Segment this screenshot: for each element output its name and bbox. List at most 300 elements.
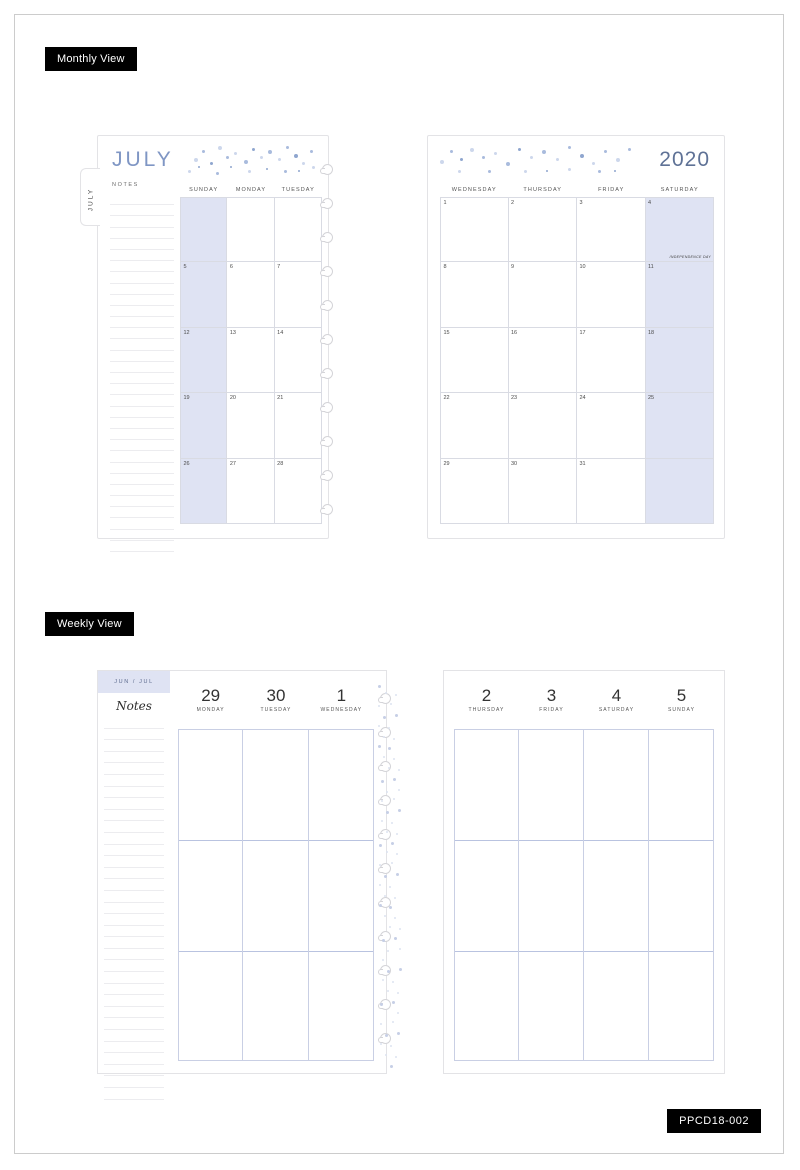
note-line[interactable] — [104, 984, 164, 996]
calendar-day-number: 20 — [229, 395, 236, 402]
confetti-dot — [524, 170, 527, 173]
calendar-day-cell[interactable] — [275, 262, 322, 327]
weekly-day-name: WEDNESDAY — [320, 707, 363, 713]
note-line[interactable] — [110, 239, 174, 250]
holiday-label: INDEPENDENCE DAY — [669, 255, 711, 260]
note-line[interactable] — [104, 960, 164, 972]
calendar-day-number: 3 — [579, 200, 583, 206]
note-line[interactable] — [104, 763, 164, 775]
binding-disc — [322, 402, 333, 413]
calendar-day-cell[interactable] — [440, 393, 509, 458]
calendar-day-cell[interactable] — [577, 328, 646, 393]
weekly-section-divider — [455, 840, 518, 841]
calendar-day-cell[interactable] — [577, 393, 646, 458]
decorative-dot — [381, 800, 383, 802]
decorative-dot — [381, 780, 384, 783]
calendar-day-number: 30 — [511, 460, 518, 467]
notes-lines[interactable] — [106, 194, 178, 552]
decorative-dot — [390, 1045, 392, 1047]
decorative-dot — [389, 906, 392, 909]
calendar-day-number: 24 — [579, 395, 586, 402]
confetti-dot — [194, 158, 198, 162]
confetti-dot — [278, 158, 281, 161]
calendar-day-number: 5 — [183, 264, 187, 271]
note-line[interactable] — [104, 868, 164, 880]
note-line[interactable] — [104, 949, 164, 961]
calendar-day-cell[interactable] — [577, 459, 646, 524]
weekly-section-divider — [179, 840, 242, 841]
calendar-day-number: 29 — [443, 460, 450, 467]
note-line[interactable] — [110, 261, 174, 272]
product-code-label: PPCD18-002 — [667, 1109, 761, 1133]
weekly-day-column — [309, 685, 374, 1061]
weekly-notes-column — [98, 671, 170, 1073]
day-of-week-header: SATURDAY — [660, 187, 699, 193]
calendar-day-number: 6 — [229, 264, 233, 271]
weekly-day-writing-area[interactable] — [454, 729, 519, 1061]
note-line[interactable] — [110, 530, 174, 541]
decorative-dot — [398, 809, 401, 812]
decorative-dot — [393, 778, 396, 781]
decorative-dot — [383, 716, 386, 719]
note-line[interactable] — [104, 1007, 164, 1019]
note-line[interactable] — [110, 541, 174, 552]
note-line[interactable] — [110, 216, 174, 227]
decorative-dot — [386, 831, 388, 833]
note-line[interactable] — [104, 1065, 164, 1077]
calendar-day-cell[interactable] — [227, 197, 274, 262]
calendar-day-number: 12 — [183, 329, 190, 336]
note-line[interactable] — [110, 440, 174, 451]
calendar-day-cell[interactable] — [509, 328, 578, 393]
note-line[interactable] — [104, 810, 164, 822]
calendar-day-number: 9 — [511, 264, 515, 271]
decorative-dot — [394, 917, 396, 919]
confetti-dot — [286, 146, 289, 149]
weekly-right-grid — [454, 685, 714, 1061]
weekly-day-header — [649, 685, 714, 729]
binding-disc — [322, 266, 333, 277]
note-line[interactable] — [104, 937, 164, 949]
weekly-day-writing-area[interactable] — [649, 729, 714, 1061]
confetti-dot — [294, 154, 298, 158]
decorative-dot — [378, 745, 381, 748]
weekly-right-page — [443, 670, 725, 1074]
calendar-day-cell[interactable] — [180, 393, 227, 458]
note-line[interactable] — [104, 729, 164, 741]
weekly-section-divider — [649, 951, 713, 952]
weekly-day-column — [243, 685, 308, 1061]
day-of-week-header: THURSDAY — [523, 187, 563, 193]
confetti-dot — [568, 168, 571, 171]
decorative-dot — [399, 928, 401, 930]
confetti-dot — [310, 150, 313, 153]
weekly-day-name: THURSDAY — [468, 707, 505, 713]
calendar-day-cell[interactable] — [509, 459, 578, 524]
confetti-dot — [198, 166, 200, 168]
note-line[interactable] — [104, 740, 164, 752]
binding-disc — [322, 232, 333, 243]
weekly-day-column — [178, 685, 243, 1061]
calendar-day-number: 28 — [277, 460, 284, 467]
calendar-day-cell[interactable] — [227, 262, 274, 327]
calendar-day-cell[interactable] — [646, 197, 715, 262]
note-line[interactable] — [110, 306, 174, 317]
decorative-dot — [379, 904, 382, 907]
decorative-dot — [378, 705, 380, 707]
confetti-dot — [298, 170, 300, 172]
calendar-day-cell[interactable] — [440, 459, 509, 524]
note-line[interactable] — [110, 496, 174, 507]
confetti-dot — [210, 162, 213, 165]
calendar-day-cell[interactable] — [509, 197, 578, 262]
weekly-day-writing-area[interactable] — [519, 729, 584, 1061]
decorative-dot — [380, 1023, 382, 1025]
confetti-dot — [546, 170, 548, 172]
note-line[interactable] — [104, 972, 164, 984]
decorative-dot — [388, 747, 391, 750]
calendar-day-cell[interactable] — [440, 197, 509, 262]
calendar-day-cell[interactable] — [180, 262, 227, 327]
decorative-dot — [385, 1034, 388, 1037]
monthly-right-page — [427, 135, 725, 539]
note-line[interactable] — [110, 384, 174, 395]
decorative-dot — [378, 685, 381, 688]
decorative-dot — [387, 950, 389, 952]
decorative-dot — [396, 833, 398, 835]
weekly-notes-title: Notes — [116, 699, 152, 713]
confetti-dot — [542, 150, 546, 154]
calendar-day-cell[interactable] — [275, 197, 322, 262]
weekly-day-column — [649, 685, 714, 1061]
weekly-day-column — [454, 685, 519, 1061]
note-line[interactable] — [104, 1030, 164, 1042]
calendar-day-number: 22 — [443, 395, 450, 402]
decorative-dot — [392, 981, 394, 983]
weekly-day-column — [584, 685, 649, 1061]
weekly-day-number: 4 — [611, 686, 622, 705]
calendar-day-cell[interactable] — [180, 328, 227, 393]
decorative-dot — [396, 853, 398, 855]
calendar-day-cell[interactable] — [646, 459, 715, 524]
decorative-dot — [393, 738, 395, 740]
note-line[interactable] — [110, 317, 174, 328]
calendar-day-cell[interactable] — [577, 262, 646, 327]
day-of-week-header: SUNDAY — [189, 187, 219, 193]
weekly-day-writing-area[interactable] — [178, 729, 243, 1061]
calendar-day-number: 7 — [277, 264, 281, 271]
notes-label: NOTES — [112, 182, 139, 188]
confetti-dot — [244, 160, 248, 164]
confetti-dot — [488, 170, 491, 173]
note-line[interactable] — [110, 507, 174, 518]
note-line[interactable] — [110, 272, 174, 283]
confetti-dot — [202, 150, 205, 153]
weekly-month-band: JUN / JUL — [98, 671, 170, 693]
decorative-dot — [383, 736, 385, 738]
decorative-dot — [384, 915, 386, 917]
weekly-day-header — [243, 685, 308, 729]
decorative-dot — [382, 979, 384, 981]
calendar-day-cell[interactable] — [275, 328, 322, 393]
note-line[interactable] — [104, 1053, 164, 1065]
decorative-dot — [379, 844, 382, 847]
calendar-day-number: 21 — [277, 395, 284, 402]
confetti-dot — [482, 156, 485, 159]
decorative-dot — [379, 864, 381, 866]
note-line[interactable] — [110, 463, 174, 474]
calendar-day-number: 16 — [511, 329, 518, 336]
weekly-day-name: SUNDAY — [667, 707, 696, 713]
note-line[interactable] — [110, 205, 174, 216]
decorative-dot — [391, 822, 393, 824]
note-line[interactable] — [110, 351, 174, 362]
decorative-dot — [385, 1054, 387, 1056]
binding-disc — [322, 368, 333, 379]
confetti-dot — [248, 170, 251, 173]
binding-disc — [322, 436, 333, 447]
month-tab-label: JULY — [87, 187, 95, 212]
note-line[interactable] — [110, 250, 174, 261]
calendar-day-number: 26 — [183, 460, 190, 467]
note-line[interactable] — [104, 821, 164, 833]
weekly-section-divider — [519, 840, 583, 841]
decorative-dot — [398, 769, 400, 771]
weekly-day-number: 2 — [481, 686, 492, 705]
note-line[interactable] — [110, 518, 174, 529]
month-title: JULY — [112, 148, 174, 171]
note-line[interactable] — [104, 891, 164, 903]
section-label-monthly: Monthly View — [45, 47, 137, 71]
note-line[interactable] — [104, 1076, 164, 1088]
note-line[interactable] — [104, 1042, 164, 1054]
binding-disc — [322, 470, 333, 481]
calendar-day-cell[interactable] — [509, 262, 578, 327]
decorative-dot — [398, 789, 400, 791]
confetti-dot — [628, 148, 631, 151]
calendar-day-cell[interactable] — [646, 393, 715, 458]
calendar-day-cell[interactable] — [440, 328, 509, 393]
confetti-dot — [530, 156, 533, 159]
confetti-dot — [216, 172, 219, 175]
weekly-section-divider — [455, 951, 518, 952]
weekly-section-divider — [243, 840, 307, 841]
decorative-dot — [386, 791, 388, 793]
confetti-dot — [268, 150, 272, 154]
note-line[interactable] — [104, 845, 164, 857]
decorative-dot — [391, 862, 393, 864]
decorative-dot — [393, 798, 395, 800]
confetti-dot — [580, 154, 584, 158]
note-line[interactable] — [110, 407, 174, 418]
note-line[interactable] — [110, 362, 174, 373]
decorative-dot — [394, 937, 397, 940]
decorative-dot — [384, 895, 386, 897]
decorative-dot — [393, 758, 395, 760]
decorative-dot — [386, 851, 388, 853]
calendar-day-number: 18 — [648, 329, 655, 336]
calendar-day-cell[interactable] — [577, 197, 646, 262]
calendar-day-cell[interactable] — [646, 328, 715, 393]
note-line[interactable] — [110, 373, 174, 384]
note-line[interactable] — [110, 395, 174, 406]
calendar-day-number: 4 — [648, 200, 652, 206]
note-line[interactable] — [104, 833, 164, 845]
note-line[interactable] — [104, 995, 164, 1007]
note-line[interactable] — [104, 787, 164, 799]
calendar-day-number: 27 — [229, 460, 236, 467]
calendar-day-cell[interactable] — [180, 459, 227, 524]
decorative-dot — [383, 756, 385, 758]
weekly-day-header — [178, 685, 243, 729]
weekly-day-writing-area[interactable] — [584, 729, 649, 1061]
calendar-day-cell[interactable] — [509, 393, 578, 458]
weekly-day-header — [454, 685, 519, 729]
binding-disc — [322, 334, 333, 345]
weekly-section-divider — [584, 951, 648, 952]
weekly-day-writing-area[interactable] — [309, 729, 374, 1061]
weekly-day-name: SATURDAY — [598, 707, 635, 713]
decorative-dot — [387, 970, 390, 973]
weekly-left-page — [97, 670, 387, 1074]
calendar-day-number: 25 — [648, 395, 655, 402]
weekly-left-grid — [178, 685, 374, 1061]
weekly-day-header — [309, 685, 374, 729]
confetti-dot — [226, 156, 229, 159]
note-line[interactable] — [110, 451, 174, 462]
day-of-week-header: WEDNESDAY — [451, 187, 497, 193]
confetti-dot — [494, 152, 497, 155]
weekly-section-divider — [243, 951, 307, 952]
month-tab[interactable] — [80, 168, 100, 226]
decorative-dot — [395, 1056, 397, 1058]
calendar-day-cell[interactable] — [440, 262, 509, 327]
calendar-day-cell[interactable] — [227, 328, 274, 393]
weekly-day-name: TUESDAY — [260, 707, 292, 713]
note-line[interactable] — [104, 914, 164, 926]
note-line[interactable] — [104, 717, 164, 729]
note-line[interactable] — [110, 228, 174, 239]
note-line[interactable] — [104, 798, 164, 810]
confetti-dot — [614, 170, 616, 172]
note-line[interactable] — [110, 284, 174, 295]
calendar-day-cell[interactable] — [227, 393, 274, 458]
confetti-dot — [188, 170, 191, 173]
calendar-day-number: 10 — [579, 264, 586, 271]
confetti-dot — [518, 148, 521, 151]
decorative-dot — [387, 990, 389, 992]
confetti-dot — [450, 150, 453, 153]
weekly-day-number: 30 — [266, 686, 286, 705]
note-line[interactable] — [110, 485, 174, 496]
calendar-day-number: 14 — [277, 329, 284, 336]
day-of-week-header: TUESDAY — [281, 187, 315, 193]
decorative-dot — [378, 725, 380, 727]
decorative-dot — [384, 875, 387, 878]
binding-disc — [322, 198, 333, 209]
decorative-dot — [390, 1065, 393, 1068]
decorative-dot — [392, 1021, 394, 1023]
decorative-dot — [389, 886, 391, 888]
decorative-dot — [396, 873, 399, 876]
note-line[interactable] — [104, 752, 164, 764]
monthly-left-grid — [180, 182, 322, 524]
weekly-day-name: MONDAY — [196, 707, 225, 713]
monthly-right-grid — [440, 182, 714, 524]
confetti-dot — [266, 168, 268, 170]
note-line[interactable] — [104, 926, 164, 938]
calendar-day-number: 19 — [183, 395, 190, 402]
calendar-day-cell[interactable] — [275, 459, 322, 524]
confetti-dot — [234, 152, 237, 155]
note-line[interactable] — [110, 418, 174, 429]
binding-disc — [322, 300, 333, 311]
section-label-weekly: Weekly View — [45, 612, 134, 636]
decorative-dot — [397, 992, 399, 994]
decorative-dot — [388, 727, 390, 729]
decorative-dot — [391, 842, 394, 845]
confetti-dot — [460, 158, 463, 161]
decorative-dot — [380, 1043, 382, 1045]
calendar-day-cell[interactable] — [180, 197, 227, 262]
decorative-dot — [392, 1001, 395, 1004]
binding-disc — [380, 863, 391, 874]
note-line[interactable] — [110, 194, 174, 205]
note-line[interactable] — [110, 328, 174, 339]
decorative-dot — [394, 897, 396, 899]
confetti-dot — [604, 150, 607, 153]
day-of-week-header: MONDAY — [235, 187, 267, 193]
note-line[interactable] — [110, 474, 174, 485]
weekly-day-writing-area[interactable] — [243, 729, 308, 1061]
calendar-day-cell[interactable] — [227, 459, 274, 524]
note-line[interactable] — [110, 295, 174, 306]
confetti-dot — [230, 166, 232, 168]
decorative-dot — [390, 703, 392, 705]
calendar-day-cell[interactable] — [275, 393, 322, 458]
note-line[interactable] — [110, 429, 174, 440]
note-line[interactable] — [104, 879, 164, 891]
note-line[interactable] — [104, 775, 164, 787]
calendar-day-cell[interactable] — [646, 262, 715, 327]
note-line[interactable] — [104, 1018, 164, 1030]
note-line[interactable] — [104, 856, 164, 868]
note-line[interactable] — [110, 339, 174, 350]
weekly-day-header — [519, 685, 584, 729]
calendar-day-number: 31 — [579, 460, 586, 467]
confetti-dot — [556, 158, 559, 161]
weekly-section-divider — [519, 951, 583, 952]
confetti-dot — [312, 166, 315, 169]
decorative-dot — [397, 1032, 400, 1035]
confetti-dot — [302, 162, 305, 165]
weekly-section-divider — [179, 951, 242, 952]
binding-disc — [322, 164, 333, 175]
weekly-day-number: 3 — [546, 686, 557, 705]
note-line[interactable] — [104, 903, 164, 915]
weekly-notes-lines[interactable] — [98, 717, 170, 1100]
decorative-dot — [380, 1003, 383, 1006]
confetti-dot — [252, 148, 255, 151]
decorative-dot — [389, 926, 391, 928]
decorative-dot — [381, 820, 383, 822]
decorative-dot — [395, 694, 397, 696]
note-line[interactable] — [104, 1088, 164, 1100]
weekly-day-header — [584, 685, 649, 729]
confetti-dot — [440, 160, 444, 164]
decorative-dot — [388, 767, 390, 769]
calendar-day-number: 13 — [229, 329, 236, 336]
